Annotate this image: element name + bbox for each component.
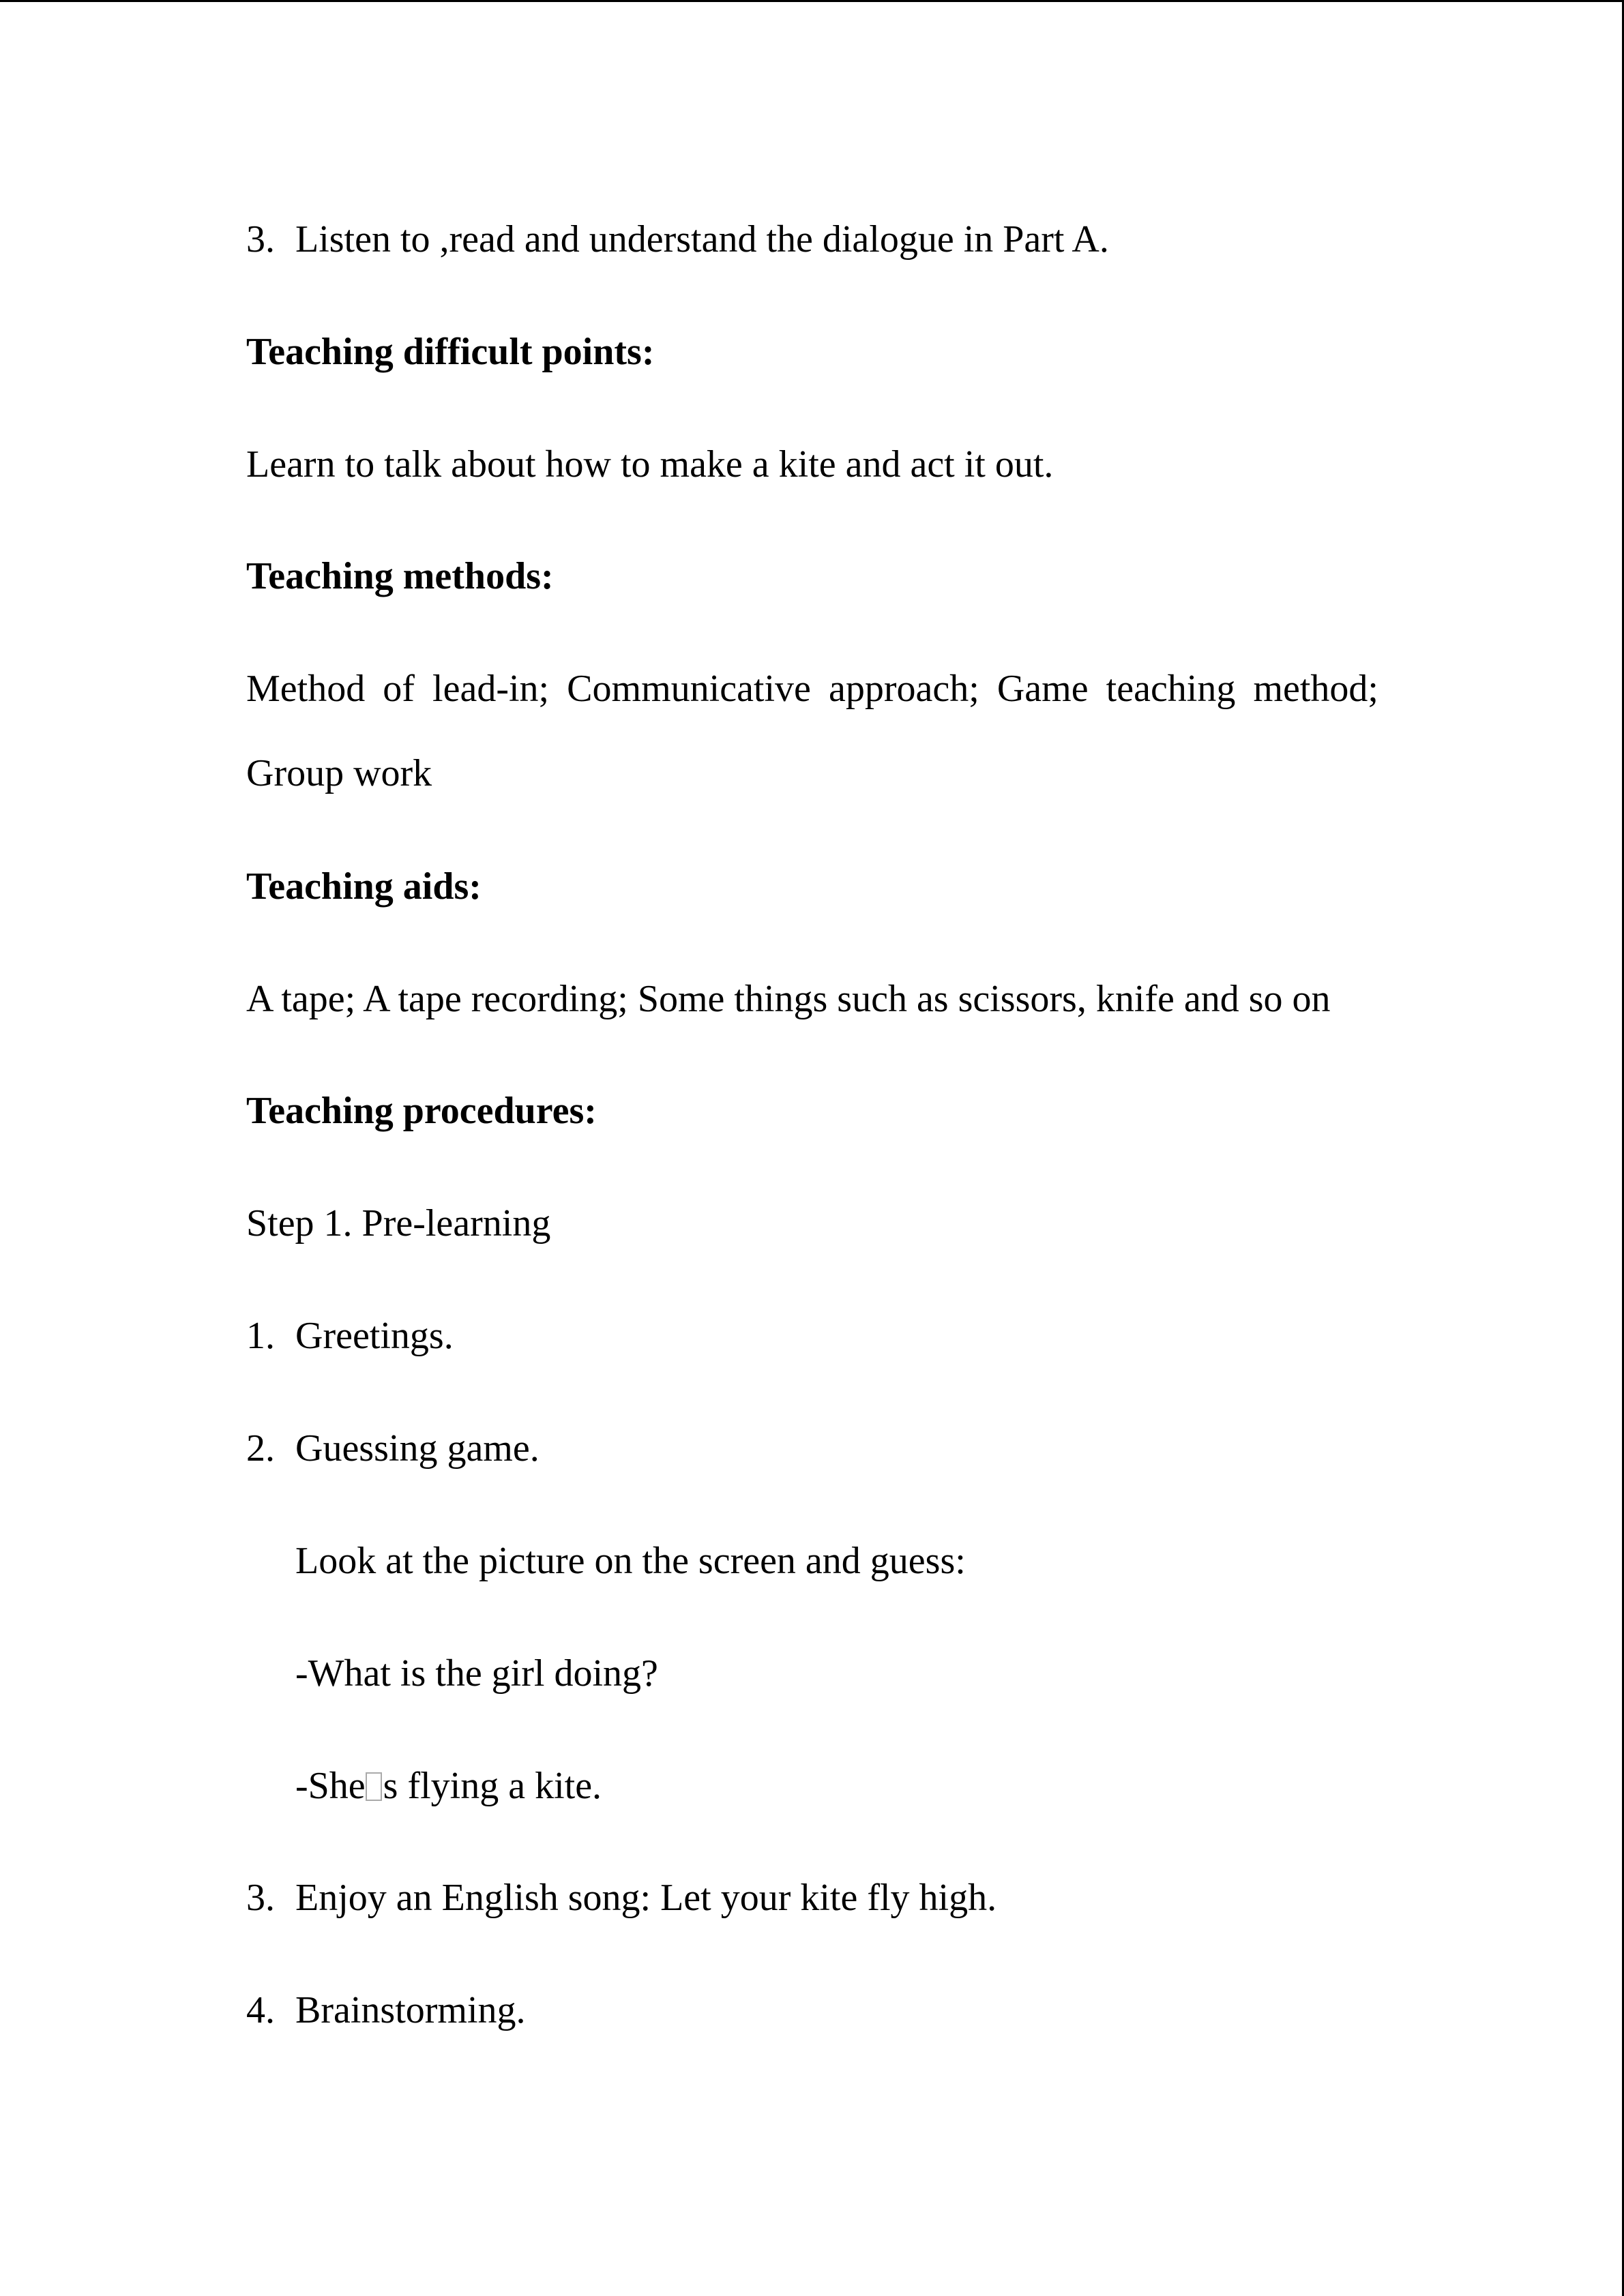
list-text: Listen to ,read and understand the dialogue in Part A.	[295, 218, 1109, 260]
procedure-item-3	[246, 1874, 996, 1922]
guessing-answer	[295, 1762, 602, 1810]
procedure-item-4	[246, 1986, 526, 2034]
objective-item-3	[246, 215, 1109, 263]
answer-text-start: -She	[295, 1765, 366, 1807]
heading-difficult-points: Teaching difficult points:	[246, 331, 655, 373]
missing-glyph-icon	[366, 1772, 382, 1801]
heading-teaching-procedures: Teaching procedures:	[246, 1090, 597, 1132]
list-number: 3.	[246, 1877, 275, 1919]
list-number: 1.	[246, 1315, 275, 1357]
guessing-instruction: Look at the picture on the screen and guess:	[295, 1540, 966, 1582]
list-number: 4.	[246, 1989, 275, 2031]
heading-teaching-methods: Teaching methods:	[246, 555, 554, 597]
list-number: 3.	[246, 218, 275, 260]
list-number: 2.	[246, 1427, 275, 1470]
step-1-title: Step 1. Pre-learning	[246, 1202, 551, 1244]
difficult-points-text: Learn to talk about how to make a kite and act it out.	[246, 443, 1054, 486]
teaching-methods-text-continued: Group work	[246, 752, 432, 794]
list-text: Brainstorming.	[295, 1989, 526, 2031]
procedure-item-2	[246, 1425, 540, 1472]
procedure-item-1	[246, 1312, 454, 1360]
list-text: Guessing game.	[295, 1427, 540, 1470]
heading-teaching-aids: Teaching aids:	[246, 865, 482, 908]
guessing-question: -What is the girl doing?	[295, 1652, 658, 1695]
answer-text-end: s flying a kite.	[383, 1765, 602, 1807]
teaching-methods-text: Method of lead-in; Communicative approach; Game teaching method;	[246, 668, 1378, 710]
teaching-aids-text: A tape; A tape recording; Some things such as scissors, knife and so on	[246, 978, 1331, 1020]
list-text: Greetings.	[295, 1315, 454, 1357]
list-text: Enjoy an English song: Let your kite fly high.	[295, 1877, 997, 1919]
